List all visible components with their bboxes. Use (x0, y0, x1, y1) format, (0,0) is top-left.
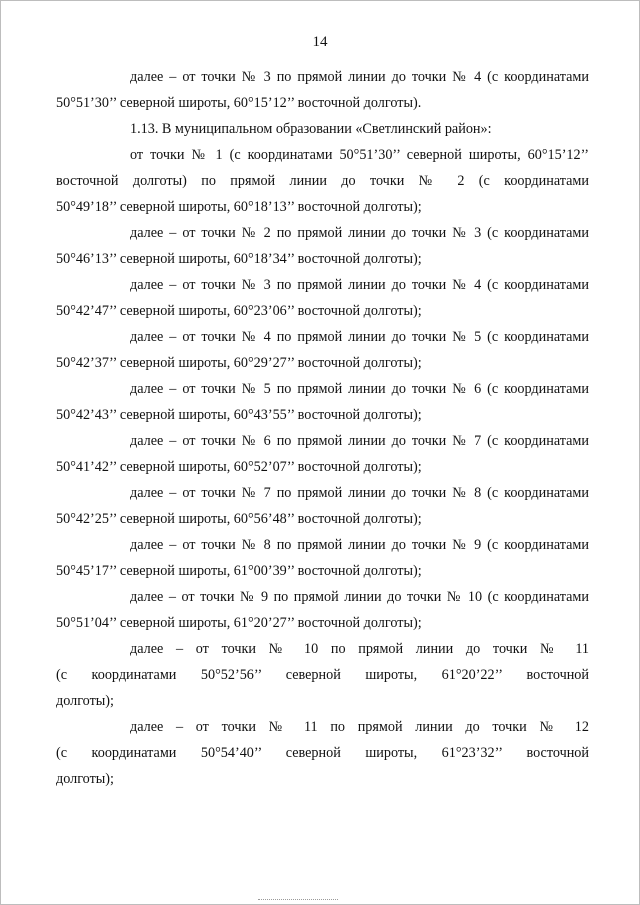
paragraph-point-4-5 (56, 324, 589, 376)
paragraph-line: далее – от точки № 2 по прямой линии до точки № 3 (с координатами (130, 225, 589, 241)
page-number: 14 (312, 34, 328, 50)
paragraph-point-2-3 (56, 220, 589, 272)
paragraph-line: далее – от точки № 4 по прямой линии до точки № 5 (с координатами (130, 329, 589, 345)
document-body (56, 64, 589, 792)
paragraph-line: 50°41’42’’ северной широты, 60°52’07’’ восточной долготы); (56, 459, 422, 475)
paragraph-line: восточной долготы) по прямой линии до точки № 2 (с координатами (56, 173, 589, 189)
paragraph-line: далее – от точки № 5 по прямой линии до точки № 6 (с координатами (130, 381, 589, 397)
paragraph-point-10-11 (56, 636, 589, 714)
scan-edge-mark (258, 899, 338, 901)
paragraph-line: далее – от точки № 3 по прямой линии до точки № 4 (с координатами (130, 277, 589, 293)
paragraph-line: (с координатами 50°54’40’’ северной широты, 61°23’32’’ восточной (56, 745, 589, 761)
paragraph-line: 50°42’37’’ северной широты, 60°29’27’’ восточной долготы); (56, 355, 422, 371)
paragraph-line: 50°51’04’’ северной широты, 61°20’27’’ восточной долготы); (56, 615, 422, 631)
paragraph-line: 50°46’13’’ северной широты, 60°18’34’’ восточной долготы); (56, 251, 422, 267)
paragraph-point-5-6 (56, 376, 589, 428)
paragraph-line: далее – от точки № 11 по прямой линии до точки № 12 (130, 719, 589, 735)
paragraph-line: далее – от точки № 8 по прямой линии до точки № 9 (с координатами (130, 537, 589, 553)
paragraph-line: 50°42’25’’ северной широты, 60°56’48’’ восточной долготы); (56, 511, 422, 527)
paragraph-line: далее – от точки № 3 по прямой линии до точки № 4 (с координатами (130, 69, 589, 85)
paragraph-point-7-8 (56, 480, 589, 532)
paragraph-line: 50°42’43’’ северной широты, 60°43’55’’ восточной долготы); (56, 407, 422, 423)
paragraph-point-8-9 (56, 532, 589, 584)
paragraph-line: долготы); (56, 771, 114, 787)
paragraph-line: 50°42’47’’ северной широты, 60°23’06’’ восточной долготы); (56, 303, 422, 319)
paragraph-point-11-12 (56, 714, 589, 792)
paragraph-line: 50°51’30’’ северной широты, 60°15’12’’ восточной долготы). (56, 95, 422, 111)
paragraph-line: 50°45’17’’ северной широты, 61°00’39’’ восточной долготы); (56, 563, 422, 579)
paragraph-line: от точки № 1 (с координатами 50°51’30’’ северной широты, 60°15’12’’ (130, 147, 589, 163)
paragraph-line: далее – от точки № 7 по прямой линии до точки № 8 (с координатами (130, 485, 589, 501)
paragraph-point-6-7 (56, 428, 589, 480)
paragraph-line: 50°49’18’’ северной широты, 60°18’13’’ восточной долготы); (56, 199, 422, 215)
paragraph-line: далее – от точки № 6 по прямой линии до точки № 7 (с координатами (130, 433, 589, 449)
paragraph-point-3-4 (56, 272, 589, 324)
paragraph-boundary-3-4 (56, 64, 589, 116)
paragraph-line: (с координатами 50°52’56’’ северной широты, 61°20’22’’ восточной (56, 667, 589, 683)
paragraph-line: далее – от точки № 10 по прямой линии до точки № 11 (130, 641, 589, 657)
paragraph-line: далее – от точки № 9 по прямой линии до точки № 10 (с координатами (130, 589, 589, 605)
paragraph-from-point-1 (56, 142, 589, 220)
paragraph-line: долготы); (56, 693, 114, 709)
paragraph-point-9-10 (56, 584, 589, 636)
section-heading-1-13 (93, 116, 589, 142)
section-heading-text: 1.13. В муниципальном образовании «Светлинский район»: (130, 121, 492, 137)
